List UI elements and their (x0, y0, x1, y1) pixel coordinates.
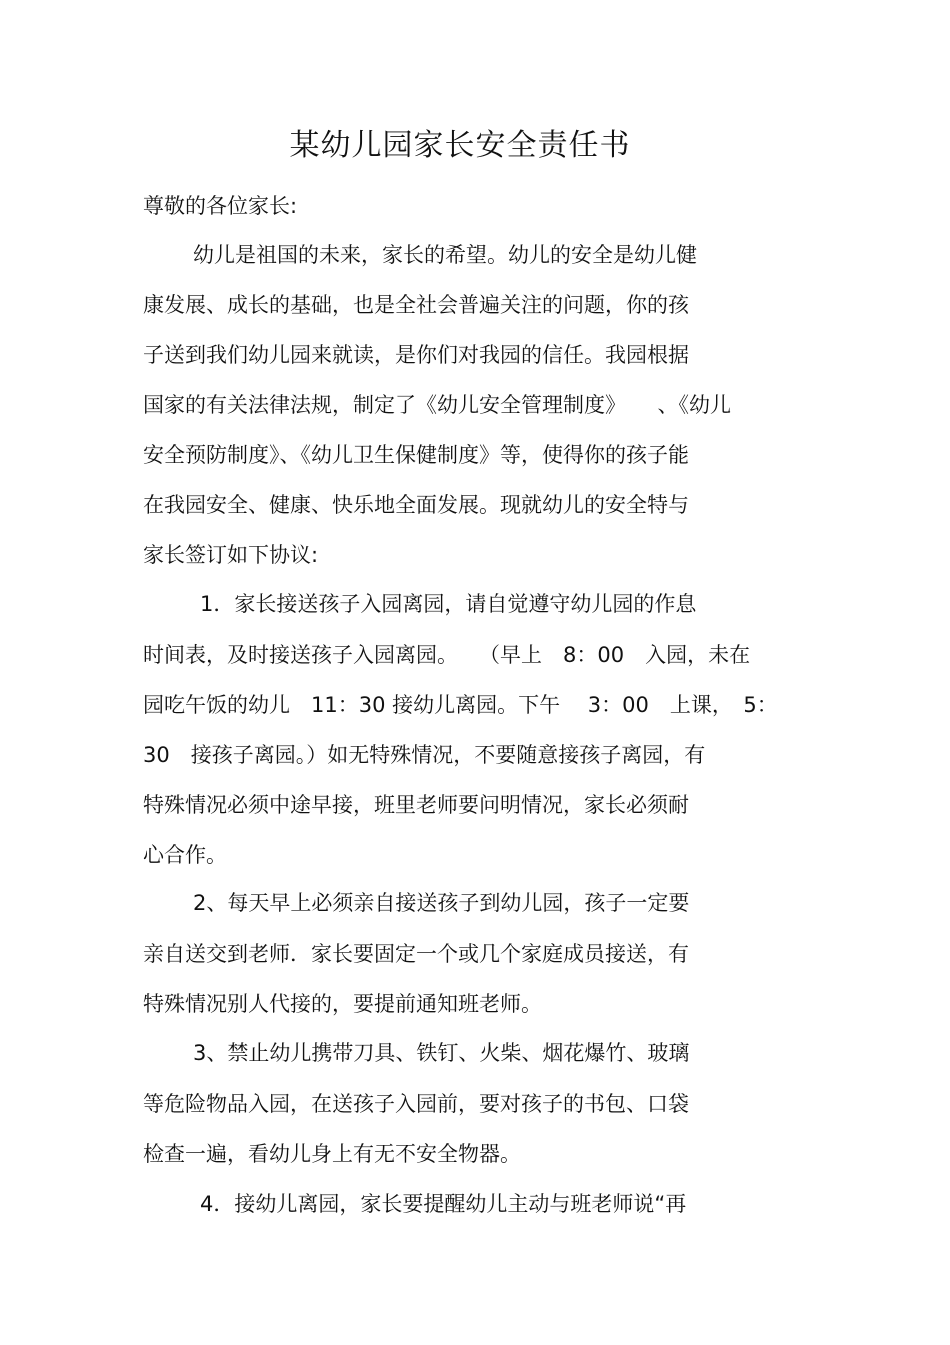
clause-1-line: 心合作。 (143, 843, 227, 867)
body-line: 康发展、成长的基础，也是全社会普遍关注的问题，你的孩 (143, 293, 689, 317)
body-line: 家长签订如下协议: (143, 543, 319, 567)
clause-2-line: 亲自送交到老师．家长要固定一个或几个家庭成员接送，有 (143, 942, 689, 966)
clause-3-line: 等危险物品入园，在送孩子入园前，要对孩子的书包、口袋 (143, 1092, 689, 1116)
clause-4-line: 4．接幼儿离园，家长要提醒幼儿主动与班老师说“再 (200, 1192, 687, 1216)
clause-3-line: 检查一遍，看幼儿身上有无不安全物器。 (143, 1142, 521, 1166)
clause-1-line: 30 接孩子离园。）如无特殊情况，不要随意接孩子离园，有 (143, 743, 706, 767)
body-line: 安全预防制度》、《幼儿卫生保健制度》等，使得你的孩子能 (143, 443, 689, 467)
body-line: 国家的有关法律法规，制定了《幼儿安全管理制度》 、《幼儿 (143, 393, 731, 417)
salutation: 尊敬的各位家长: (143, 194, 298, 218)
document-title: 某幼儿园家长安全责任书 (289, 128, 631, 163)
body-line: 子送到我们幼儿园来就读，是你们对我园的信任。我园根据 (143, 343, 689, 367)
body-line: 幼儿是祖国的未来，家长的希望。幼儿的安全是幼儿健 (193, 243, 697, 267)
clause-1-line: 1．家长接送孩子入园离园，请自觉遵守幼儿园的作息 (200, 592, 697, 616)
clause-2-line: 特殊情况别人代接的，要提前通知班老师。 (143, 992, 542, 1016)
clause-1-line: 时间表，及时接送孩子入园离园。 （早上 8：00 入园，未在 (143, 643, 751, 667)
clause-1-line: 园吃午饭的幼儿 11：30 接幼儿离园。下午 3：00 上课， 5： (143, 693, 778, 717)
clause-1-line: 特殊情况必须中途早接，班里老师要问明情况，家长必须耐 (143, 793, 689, 817)
body-line: 在我园安全、健康、快乐地全面发展。现就幼儿的安全特与 (143, 493, 689, 517)
clause-3-line: 3、禁止幼儿携带刀具、铁钉、火柴、烟花爆竹、玻璃 (193, 1041, 690, 1065)
clause-2-line: 2、每天早上必须亲自接送孩子到幼儿园，孩子一定要 (193, 891, 690, 915)
